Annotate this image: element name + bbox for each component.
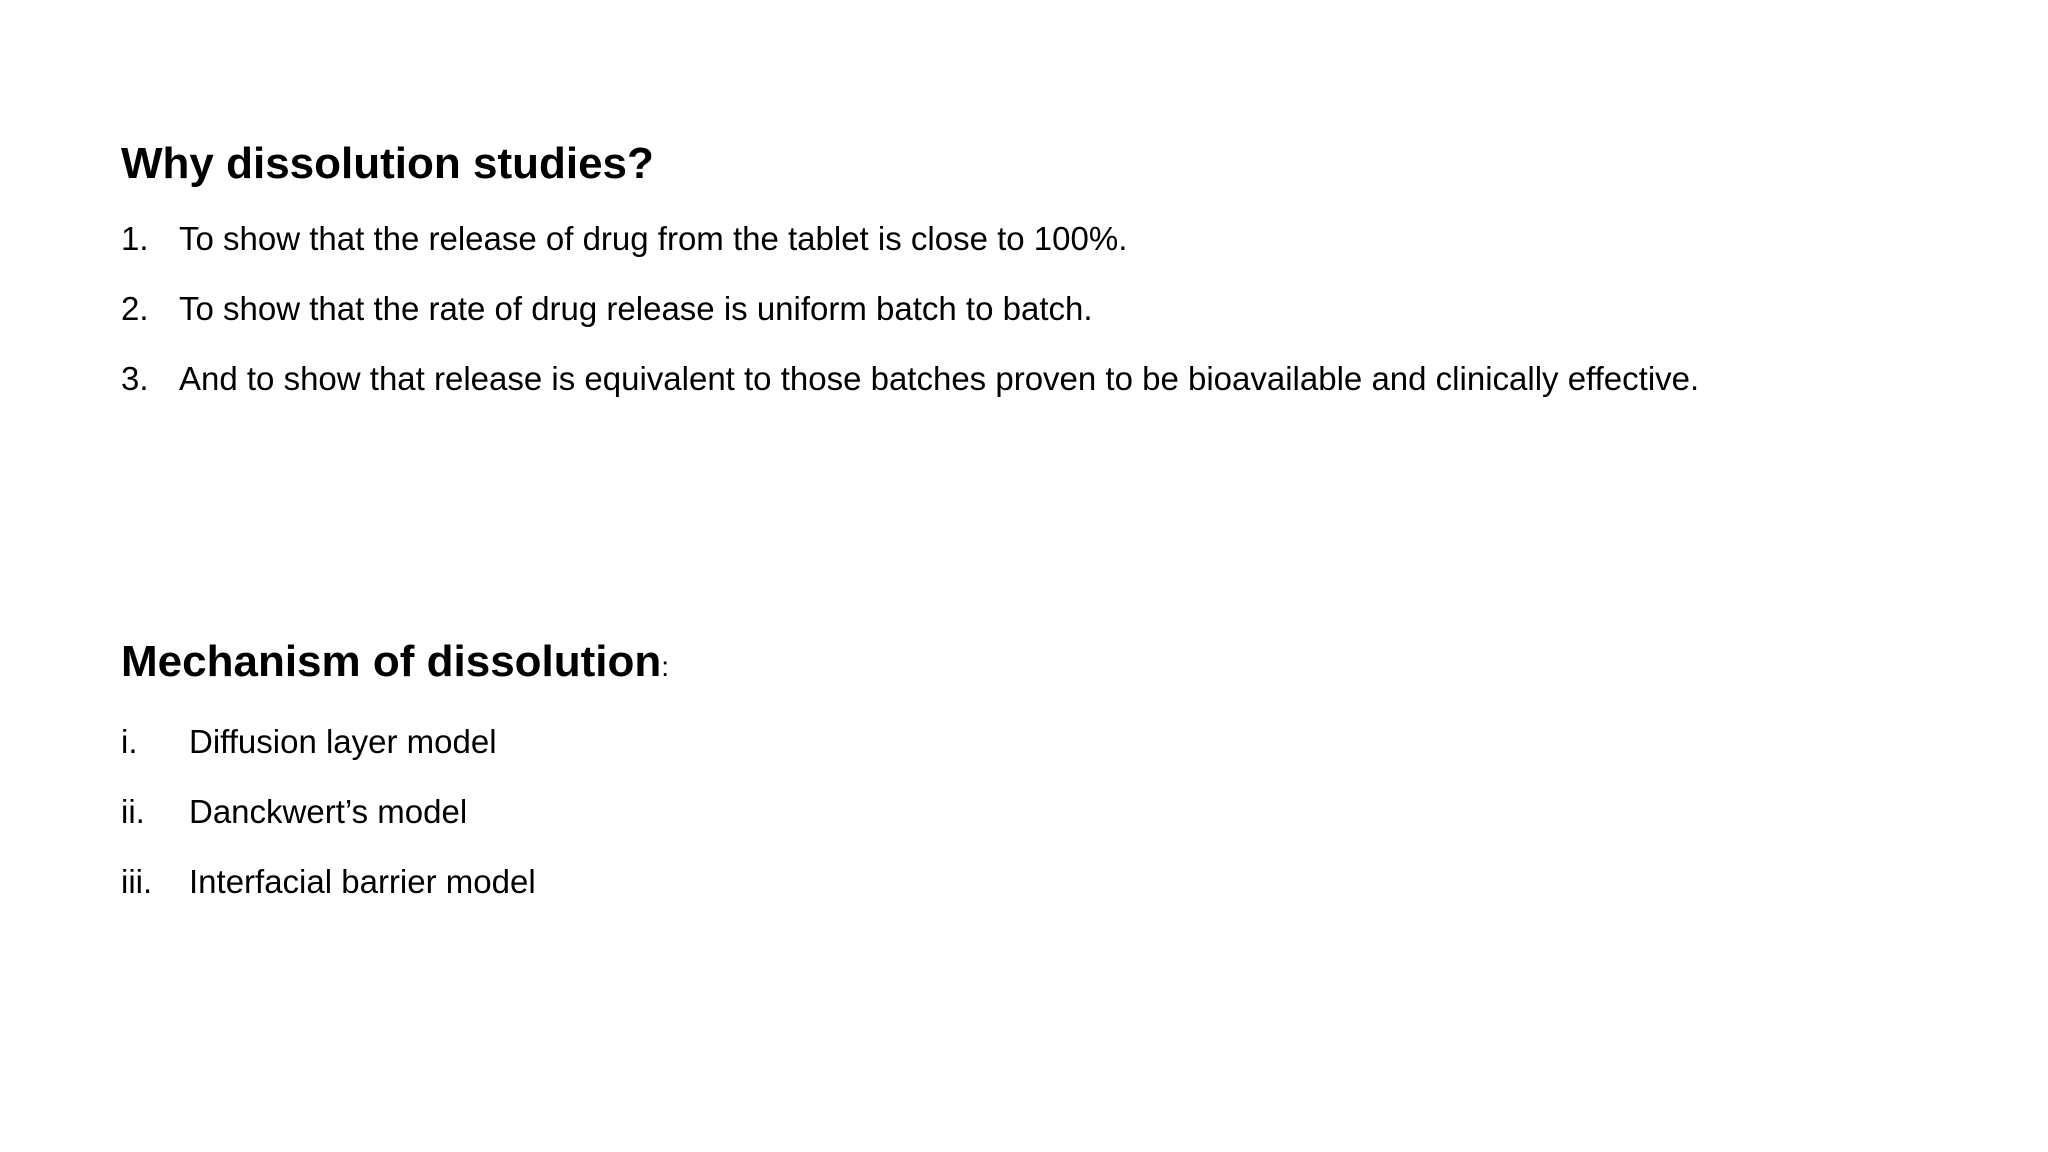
list-item-text: To show that the release of drug from the tablet is close to 100%. — [179, 220, 1128, 257]
list-item-text: And to show that release is equivalent to those batches proven to be bioavailable and clinically effective. — [179, 360, 1700, 397]
mechanism-section — [121, 630, 669, 917]
list-item-numeral: i. — [121, 723, 138, 760]
list-item-text: Diffusion layer model — [189, 723, 497, 760]
list-item — [121, 344, 1699, 414]
mechanism-heading-colon: : — [661, 651, 670, 682]
mechanism-heading — [121, 630, 669, 699]
list-item — [121, 707, 669, 777]
list-item-number: 1. — [121, 220, 149, 257]
list-item-text: Interfacial barrier model — [189, 863, 536, 900]
list-item-text: To show that the rate of drug release is uniform batch to batch. — [179, 290, 1093, 327]
list-item-numeral: ii. — [121, 793, 145, 830]
list-item — [121, 274, 1699, 344]
list-item — [121, 777, 669, 847]
why-dissolution-section — [121, 132, 1699, 414]
mechanism-list — [121, 707, 669, 917]
why-dissolution-list — [121, 204, 1699, 414]
why-dissolution-heading: Why dissolution studies? — [121, 139, 654, 188]
mechanism-heading-text: Mechanism of dissolution — [121, 637, 662, 686]
list-item-text: Danckwert’s model — [189, 793, 468, 830]
list-item — [121, 847, 669, 917]
list-item — [121, 204, 1699, 274]
list-item-numeral: iii. — [121, 863, 153, 900]
list-item-number: 3. — [121, 360, 149, 397]
list-item-number: 2. — [121, 290, 149, 327]
